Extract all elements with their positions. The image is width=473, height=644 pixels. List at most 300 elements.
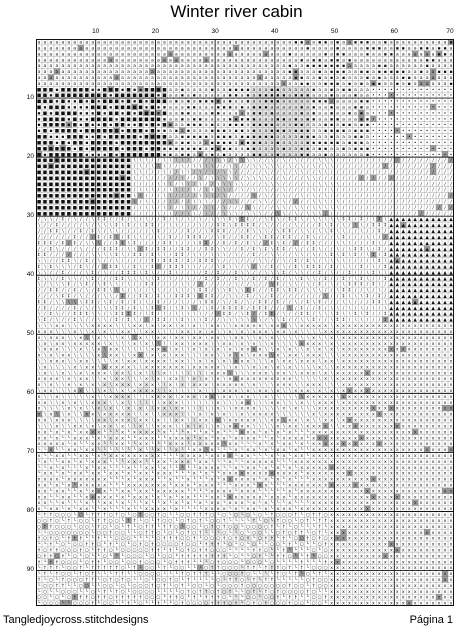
svg-text:∕: ∕ (301, 175, 303, 181)
svg-text:a: a (264, 46, 267, 51)
svg-text:a: a (50, 46, 53, 51)
svg-text:a: a (235, 111, 238, 116)
svg-text:a: a (205, 106, 208, 111)
svg-text:∖: ∖ (336, 400, 339, 406)
svg-text:∖: ∖ (366, 276, 369, 282)
svg-text:▲: ▲ (449, 312, 453, 317)
svg-text:■: ■ (79, 153, 83, 158)
svg-text:x: x (253, 383, 256, 388)
svg-text:x: x (79, 348, 82, 353)
svg-text:▪: ▪ (103, 135, 106, 140)
svg-text:a: a (73, 76, 76, 81)
svg-text:a: a (199, 111, 202, 116)
svg-text:■: ■ (114, 147, 118, 152)
svg-text:a: a (247, 129, 250, 134)
svg-text:•: • (450, 129, 453, 134)
svg-text:↕: ↕ (37, 299, 41, 305)
svg-text:■: ■ (120, 141, 124, 146)
svg-text:▪: ▪ (354, 147, 357, 152)
svg-text:∕: ∕ (301, 158, 303, 164)
svg-text:■: ■ (37, 206, 41, 211)
svg-text:x: x (408, 365, 411, 370)
svg-text:∕: ∕ (361, 199, 363, 205)
svg-text:x: x (360, 324, 363, 329)
svg-text:↕: ↕ (306, 264, 310, 270)
svg-text:•: • (432, 88, 435, 93)
svg-text:x: x (420, 383, 423, 388)
svg-text:x: x (205, 342, 208, 347)
svg-text:∖: ∖ (264, 358, 267, 364)
svg-text:▪: ▪ (55, 100, 58, 105)
svg-text:∖: ∖ (252, 187, 255, 193)
svg-text:∖: ∖ (67, 323, 70, 329)
svg-text:∕: ∕ (152, 175, 154, 181)
svg-text:∕: ∕ (379, 311, 381, 317)
svg-text:↕: ↕ (103, 246, 107, 252)
svg-text:↕: ↕ (377, 223, 381, 229)
svg-text:•: • (408, 111, 411, 116)
svg-text:↕: ↕ (294, 258, 298, 264)
svg-text:∕: ∕ (438, 193, 440, 199)
svg-text:a: a (276, 52, 279, 57)
svg-text:∖: ∖ (121, 347, 124, 353)
svg-text:∖: ∖ (121, 264, 124, 270)
svg-text:a: a (97, 76, 100, 81)
svg-text:a: a (163, 70, 166, 75)
svg-text:↕: ↕ (85, 282, 89, 288)
svg-text:a: a (247, 58, 250, 63)
svg-text:x: x (133, 354, 136, 359)
svg-text:▲: ▲ (413, 235, 417, 240)
svg-text:x: x (50, 359, 53, 364)
svg-text:a: a (199, 41, 202, 46)
svg-text:↕: ↕ (174, 264, 178, 270)
svg-text:∕: ∕ (140, 205, 142, 211)
svg-text:■: ■ (79, 100, 83, 105)
svg-text:a: a (139, 82, 142, 87)
svg-text:a: a (169, 135, 172, 140)
svg-text:∖: ∖ (175, 323, 178, 329)
svg-text:↕: ↕ (180, 305, 184, 311)
svg-text:■: ■ (73, 170, 77, 175)
svg-text:∖: ∖ (61, 347, 64, 353)
svg-text:▪: ▪ (240, 141, 243, 146)
svg-text:▲: ▲ (443, 283, 447, 288)
svg-text:■: ■ (61, 188, 65, 193)
svg-text:▪: ▪ (366, 117, 369, 122)
svg-text:∖: ∖ (247, 382, 250, 388)
svg-text:x: x (121, 395, 124, 400)
svg-text:x: x (276, 354, 279, 359)
svg-text:a: a (270, 153, 273, 158)
svg-text:∖: ∖ (318, 229, 321, 235)
svg-text:∖: ∖ (127, 400, 130, 406)
svg-text:∖: ∖ (306, 400, 309, 406)
svg-text:∕: ∕ (367, 199, 369, 205)
svg-text:∖: ∖ (223, 175, 226, 181)
svg-text:a: a (211, 82, 214, 87)
svg-text:∖: ∖ (91, 406, 94, 412)
svg-text:∖: ∖ (241, 388, 244, 394)
svg-text:•: • (438, 106, 441, 111)
svg-text:•: • (426, 88, 429, 93)
svg-text:a: a (276, 70, 279, 75)
svg-text:▪: ▪ (169, 123, 172, 128)
svg-text:■: ■ (61, 106, 65, 111)
svg-text:∖: ∖ (342, 282, 345, 288)
svg-text:▲: ▲ (449, 295, 453, 300)
svg-text:x: x (276, 371, 279, 376)
svg-text:∕: ∕ (349, 199, 351, 205)
svg-text:▲: ▲ (425, 265, 429, 270)
svg-text:x: x (193, 377, 196, 382)
svg-text:∖: ∖ (55, 400, 58, 406)
svg-text:∖: ∖ (282, 400, 285, 406)
svg-text:a: a (444, 64, 447, 69)
svg-text:a: a (288, 88, 291, 93)
svg-text:a: a (187, 88, 190, 93)
svg-text:a: a (402, 64, 405, 69)
svg-text:↕: ↕ (252, 305, 256, 311)
svg-text:a: a (73, 64, 76, 69)
svg-text:a: a (235, 141, 238, 146)
svg-text:∕: ∕ (241, 211, 243, 217)
svg-text:a: a (44, 76, 47, 81)
svg-text:■: ■ (97, 106, 101, 111)
svg-text:■: ■ (43, 88, 47, 93)
svg-text:∖: ∖ (139, 305, 142, 311)
svg-text:∕: ∕ (343, 270, 345, 276)
svg-text:∖: ∖ (151, 276, 154, 282)
svg-text:x: x (211, 359, 214, 364)
svg-text:∖: ∖ (157, 288, 160, 294)
svg-text:∕: ∕ (253, 217, 255, 223)
svg-text:∕: ∕ (289, 187, 291, 193)
svg-text:x: x (408, 377, 411, 382)
svg-text:a: a (44, 41, 47, 46)
svg-text:∖: ∖ (145, 199, 148, 205)
svg-text:x: x (50, 348, 53, 353)
svg-text:▲: ▲ (419, 289, 423, 294)
svg-text:•: • (432, 94, 435, 99)
svg-text:∕: ∕ (313, 169, 315, 175)
svg-text:■: ■ (49, 176, 53, 181)
svg-text:■: ■ (79, 176, 83, 181)
svg-text:∕: ∕ (301, 288, 303, 294)
svg-text:∕: ∕ (164, 229, 166, 235)
svg-text:•: • (372, 106, 375, 111)
svg-text:x: x (121, 371, 124, 376)
svg-text:■: ■ (79, 135, 83, 140)
svg-text:a: a (241, 147, 244, 152)
svg-text:∖: ∖ (73, 382, 76, 388)
svg-text:x: x (187, 395, 190, 400)
svg-text:a: a (354, 117, 357, 122)
svg-text:a: a (175, 88, 178, 93)
svg-text:x: x (44, 377, 47, 382)
svg-text:∕: ∕ (426, 175, 428, 181)
svg-text:a: a (259, 70, 262, 75)
svg-text:∕: ∕ (158, 158, 160, 164)
svg-text:∕: ∕ (408, 164, 410, 170)
svg-text:∕: ∕ (235, 234, 237, 240)
svg-text:∕: ∕ (116, 217, 118, 223)
svg-text:▪: ▪ (282, 129, 285, 134)
svg-text:↕: ↕ (43, 317, 47, 323)
svg-text:a: a (336, 76, 339, 81)
svg-text:∕: ∕ (355, 288, 357, 294)
svg-text:↕: ↕ (67, 294, 71, 300)
svg-text:∖: ∖ (306, 282, 309, 288)
svg-text:∖: ∖ (342, 223, 345, 229)
svg-text:▪: ▪ (199, 123, 202, 128)
svg-text:x: x (133, 342, 136, 347)
svg-text:x: x (306, 359, 309, 364)
svg-text:•: • (450, 147, 453, 152)
svg-text:∖: ∖ (97, 258, 100, 264)
svg-text:a: a (121, 70, 124, 75)
svg-text:a: a (103, 70, 106, 75)
svg-text:∖: ∖ (199, 370, 202, 376)
svg-text:•: • (450, 94, 453, 99)
svg-text:▪: ▪ (246, 100, 249, 105)
svg-text:■: ■ (114, 159, 118, 164)
svg-text:a: a (175, 106, 178, 111)
svg-text:a: a (205, 52, 208, 57)
svg-text:∖: ∖ (103, 341, 106, 347)
svg-text:■: ■ (120, 200, 124, 205)
svg-text:▪: ▪ (193, 123, 196, 128)
svg-text:▪: ▪ (73, 100, 76, 105)
svg-text:x: x (336, 330, 339, 335)
svg-text:∕: ∕ (265, 317, 267, 323)
svg-text:∕: ∕ (361, 258, 363, 264)
svg-text:a: a (342, 100, 345, 105)
svg-text:∖: ∖ (145, 370, 148, 376)
svg-text:x: x (342, 342, 345, 347)
svg-text:∖: ∖ (55, 353, 58, 359)
svg-text:∕: ∕ (349, 317, 351, 323)
svg-text:∖: ∖ (211, 252, 214, 258)
svg-text:∖: ∖ (294, 347, 297, 353)
svg-text:▪: ▪ (372, 82, 375, 87)
svg-text:a: a (223, 94, 226, 99)
svg-text:∖: ∖ (330, 270, 333, 276)
svg-text:x: x (44, 371, 47, 376)
svg-text:∕: ∕ (68, 223, 70, 229)
svg-text:▪: ▪ (211, 123, 214, 128)
svg-text:a: a (127, 64, 130, 69)
column-number: 30 (211, 28, 218, 36)
svg-text:a: a (432, 41, 435, 46)
svg-text:∕: ∕ (379, 264, 381, 270)
svg-text:x: x (372, 389, 375, 394)
svg-text:x: x (342, 354, 345, 359)
svg-text:a: a (420, 82, 423, 87)
svg-text:▲: ▲ (401, 312, 405, 317)
svg-text:a: a (438, 82, 441, 87)
svg-text:x: x (384, 330, 387, 335)
svg-text:▪: ▪ (336, 82, 339, 87)
svg-text:▪: ▪ (312, 141, 315, 146)
svg-text:∕: ∕ (379, 193, 381, 199)
svg-text:∖: ∖ (312, 364, 315, 370)
svg-text:↕: ↕ (210, 299, 214, 305)
svg-text:▪: ▪ (175, 100, 178, 105)
svg-text:x: x (127, 365, 130, 370)
svg-text:a: a (115, 76, 118, 81)
svg-text:∖: ∖ (217, 158, 220, 164)
svg-text:▪: ▪ (366, 153, 369, 158)
svg-text:x: x (378, 330, 381, 335)
svg-text:∕: ∕ (193, 158, 195, 164)
svg-text:∖: ∖ (241, 317, 244, 323)
svg-text:∖: ∖ (38, 388, 41, 394)
svg-text:∖: ∖ (139, 276, 142, 282)
svg-text:∕: ∕ (134, 294, 136, 300)
svg-text:x: x (247, 389, 250, 394)
svg-text:a: a (264, 153, 267, 158)
svg-text:x: x (432, 395, 435, 400)
svg-text:∖: ∖ (247, 211, 250, 217)
svg-text:∖: ∖ (115, 323, 118, 329)
svg-text:•: • (426, 111, 429, 116)
svg-text:∕: ∕ (331, 199, 333, 205)
svg-text:∖: ∖ (145, 311, 148, 317)
svg-text:a: a (354, 153, 357, 158)
svg-text:•: • (396, 129, 399, 134)
svg-text:↕: ↕ (67, 258, 71, 264)
svg-text:▪: ▪ (342, 129, 345, 134)
svg-text:∖: ∖ (73, 370, 76, 376)
svg-text:∕: ∕ (361, 240, 363, 246)
svg-text:▲: ▲ (431, 224, 435, 229)
svg-text:∕: ∕ (158, 205, 160, 211)
svg-text:a: a (205, 70, 208, 75)
svg-text:∕: ∕ (68, 305, 70, 311)
svg-text:↕: ↕ (330, 229, 334, 235)
svg-text:x: x (193, 395, 196, 400)
svg-text:∖: ∖ (133, 234, 136, 240)
svg-text:■: ■ (150, 88, 154, 93)
svg-text:a: a (187, 52, 190, 57)
svg-text:∖: ∖ (276, 252, 279, 258)
svg-text:•: • (384, 135, 387, 140)
svg-text:∖: ∖ (205, 164, 208, 170)
svg-text:∖: ∖ (336, 305, 339, 311)
svg-text:∕: ∕ (331, 211, 333, 217)
svg-text:x: x (175, 354, 178, 359)
svg-text:▪: ▪ (252, 141, 255, 146)
svg-text:•: • (390, 135, 393, 140)
svg-text:∖: ∖ (175, 240, 178, 246)
svg-text:x: x (300, 324, 303, 329)
svg-text:∖: ∖ (282, 264, 285, 270)
svg-text:a: a (235, 135, 238, 140)
svg-text:x: x (91, 401, 94, 406)
svg-text:↕: ↕ (127, 311, 131, 317)
svg-text:a: a (38, 76, 41, 81)
svg-text:x: x (450, 365, 453, 370)
svg-text:∕: ∕ (146, 164, 148, 170)
svg-text:x: x (103, 330, 106, 335)
svg-text:■: ■ (150, 153, 154, 158)
svg-text:∖: ∖ (85, 335, 88, 341)
svg-text:a: a (55, 64, 58, 69)
svg-text:▪: ▪ (67, 100, 70, 105)
svg-text:a: a (103, 58, 106, 63)
svg-text:∕: ∕ (211, 317, 213, 323)
svg-text:∖: ∖ (151, 288, 154, 294)
svg-text:↕: ↕ (73, 317, 77, 323)
svg-text:x: x (318, 383, 321, 388)
svg-text:∖: ∖ (49, 282, 52, 288)
svg-text:x: x (265, 354, 268, 359)
svg-text:■: ■ (102, 206, 106, 211)
svg-text:a: a (103, 46, 106, 51)
svg-text:∖: ∖ (229, 406, 232, 412)
svg-text:x: x (366, 377, 369, 382)
svg-text:•: • (438, 147, 441, 152)
svg-text:∖: ∖ (127, 246, 130, 252)
svg-text:∖: ∖ (288, 370, 291, 376)
svg-text:▲: ▲ (401, 318, 405, 323)
svg-text:∖: ∖ (205, 323, 208, 329)
svg-text:▪: ▪ (193, 94, 196, 99)
svg-text:▲: ▲ (443, 318, 447, 323)
svg-text:■: ■ (67, 194, 71, 199)
svg-text:▲: ▲ (407, 289, 411, 294)
svg-text:▪: ▪ (240, 129, 243, 134)
svg-text:■: ■ (97, 188, 101, 193)
svg-text:■: ■ (85, 129, 89, 134)
svg-text:x: x (330, 336, 333, 341)
svg-text:a: a (294, 64, 297, 69)
svg-text:a: a (426, 70, 429, 75)
svg-text:x: x (330, 389, 333, 394)
svg-text:∕: ∕ (385, 187, 387, 193)
svg-text:↕: ↕ (168, 264, 172, 270)
svg-text:∖: ∖ (276, 358, 279, 364)
svg-text:■: ■ (61, 117, 65, 122)
svg-text:∖: ∖ (276, 341, 279, 347)
svg-text:•: • (384, 123, 387, 128)
svg-text:■: ■ (67, 206, 71, 211)
svg-text:■: ■ (114, 165, 118, 170)
svg-text:∖: ∖ (145, 305, 148, 311)
svg-text:a: a (288, 135, 291, 140)
svg-text:a: a (229, 153, 232, 158)
svg-text:∖: ∖ (199, 323, 202, 329)
svg-text:x: x (348, 377, 351, 382)
svg-text:∕: ∕ (80, 258, 82, 264)
svg-text:↕: ↕ (240, 246, 244, 252)
svg-text:↕: ↕ (79, 264, 83, 270)
svg-text:∖: ∖ (258, 364, 261, 370)
svg-text:∕: ∕ (337, 187, 339, 193)
svg-text:∕: ∕ (134, 229, 136, 235)
svg-text:∕: ∕ (140, 246, 142, 252)
svg-text:■: ■ (120, 170, 124, 175)
svg-text:↕: ↕ (121, 217, 125, 223)
svg-text:a: a (354, 58, 357, 63)
svg-text:∕: ∕ (182, 234, 184, 240)
svg-text:▪: ▪ (348, 88, 351, 93)
svg-text:↕: ↕ (133, 299, 137, 305)
svg-text:x: x (151, 383, 154, 388)
svg-text:∖: ∖ (187, 169, 190, 175)
svg-text:∖: ∖ (300, 205, 303, 211)
